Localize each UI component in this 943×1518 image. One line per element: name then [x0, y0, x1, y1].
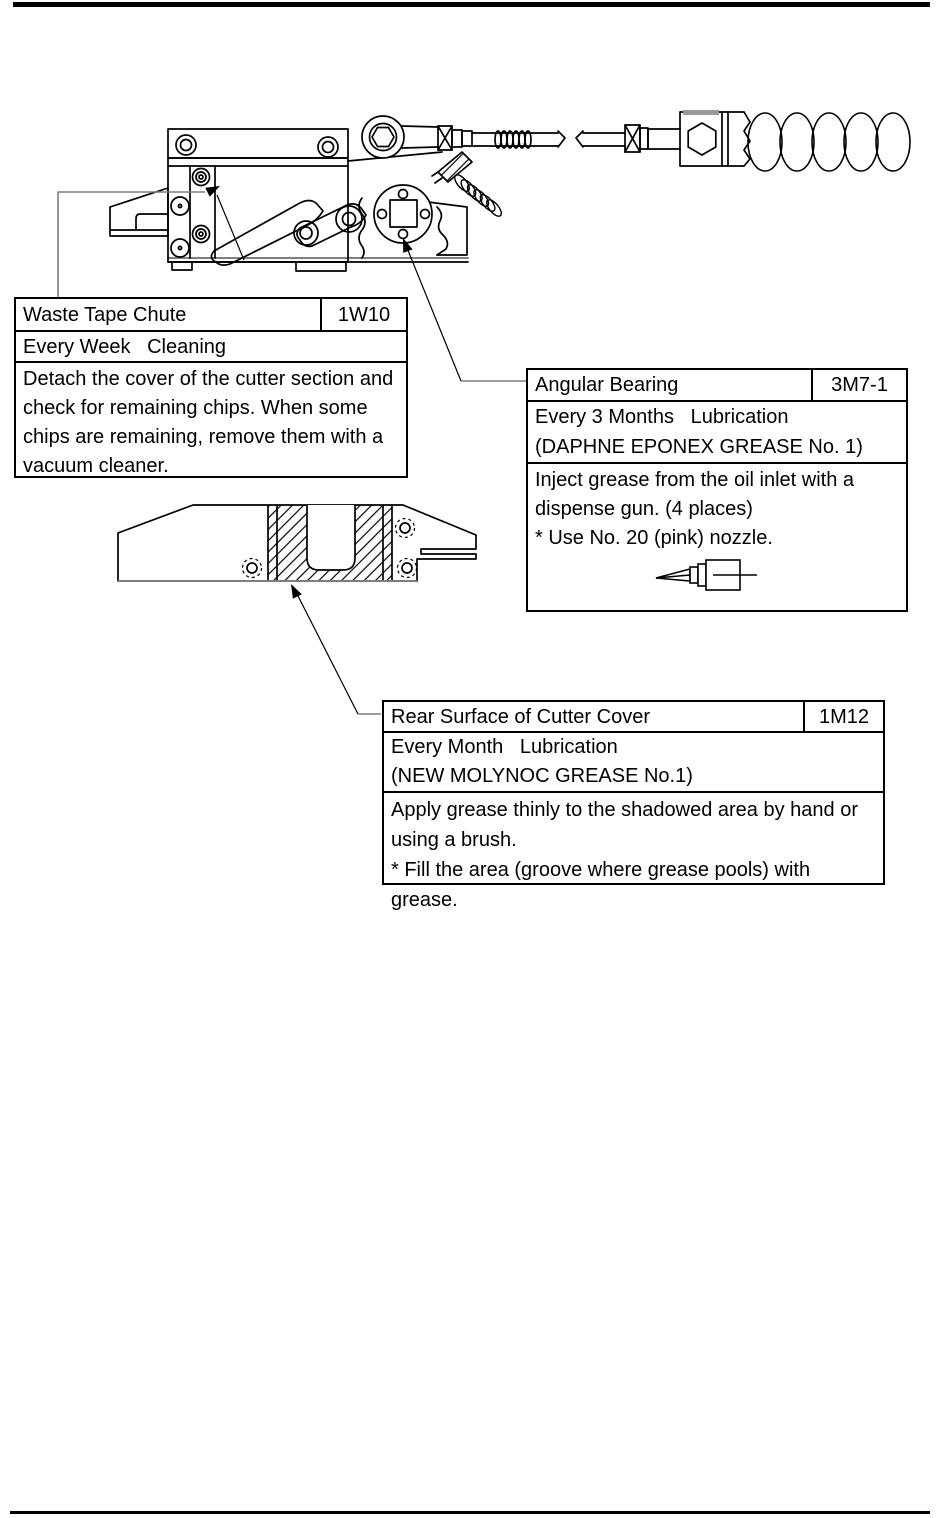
maintenance-code: 3M7-1 — [811, 370, 906, 400]
set-screw — [432, 152, 472, 183]
arrow-icon — [291, 584, 302, 599]
box-title: Angular Bearing — [535, 374, 679, 396]
instructions: Inject grease from the oil inlet with a dispense gun. (4 places) * Use No. 20 (pink) nozzle. — [528, 464, 906, 595]
info-box-waste-tape-chute — [14, 297, 408, 478]
instructions: Apply grease thinly to the shadowed area by hand or using a brush. * Fill the area (groove where grease pools) with grease. — [391, 799, 858, 911]
small-spring — [452, 172, 504, 218]
box-title: Rear Surface of Cutter Cover — [391, 705, 650, 728]
bottom-rule — [10, 1511, 930, 1514]
box-title: Waste Tape Chute — [23, 303, 187, 326]
frequency-label: Every Month Lubrication — [391, 736, 618, 758]
instructions: Detach the cover of the cutter section and check for remaining chips. When some chips are remaining, remove them with a vacuum cleaner. — [23, 368, 394, 477]
grease-spec: (DAPHNE EPONEX GREASE No. 1) — [535, 436, 863, 458]
leader-waste-tape-chute — [58, 186, 244, 297]
maintenance-code: 1M12 — [803, 702, 883, 731]
grease-spec: (NEW MOLYNOC GREASE No.1) — [391, 765, 693, 787]
coil-spring — [748, 113, 910, 171]
cutter-assembly-drawing — [110, 110, 910, 271]
grease-groove — [307, 505, 355, 570]
grease-nozzle-icon — [653, 559, 763, 595]
leader-angular-bearing — [403, 238, 526, 381]
cutter-cover-drawing — [118, 505, 476, 581]
info-box-rear-surface — [382, 700, 885, 911]
maintenance-code: 1W10 — [320, 299, 406, 330]
arrow-icon — [205, 186, 220, 197]
frequency-label: Every Week Cleaning — [23, 335, 227, 358]
info-box-angular-bearing — [526, 368, 908, 612]
leader-rear-surface — [291, 584, 381, 714]
frequency-label: Every 3 Months Lubrication — [535, 406, 789, 428]
